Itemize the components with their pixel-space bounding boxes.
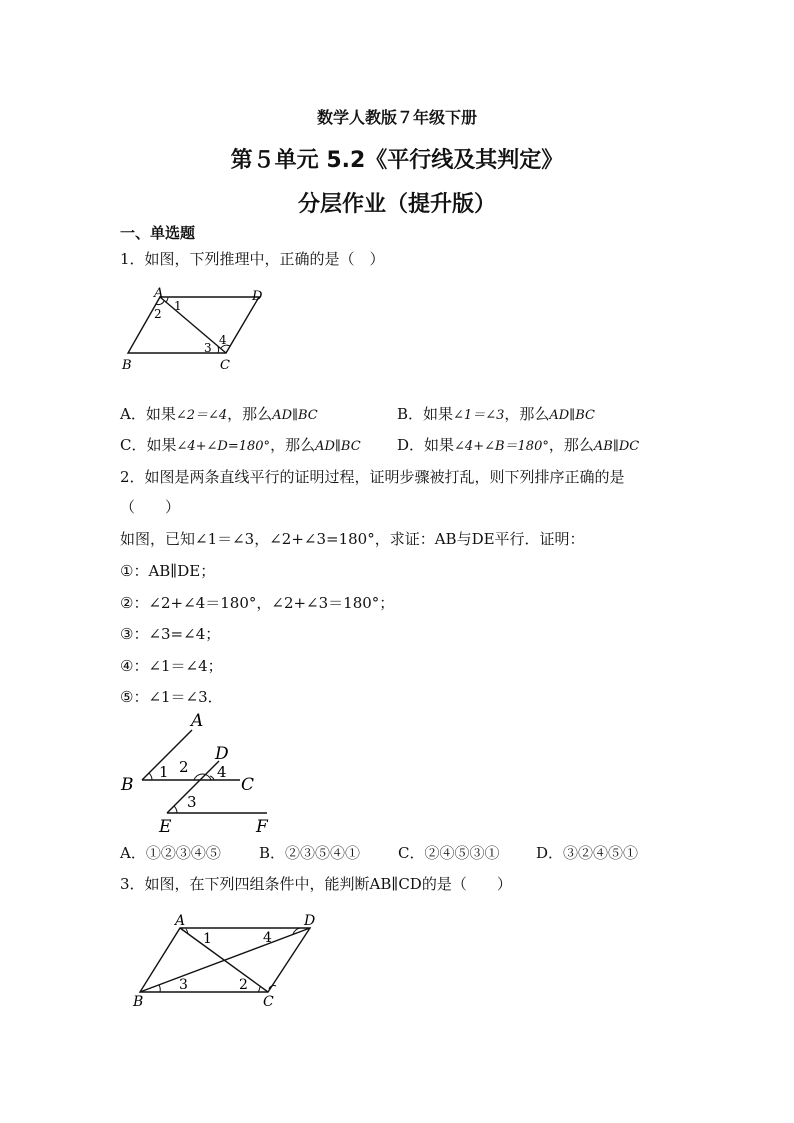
q1-angle-1: 1	[174, 299, 182, 313]
q1-option-c[interactable]: C．如果∠4+∠D=180°，那么AD∥BC	[120, 436, 361, 454]
q1-option-a[interactable]: A．如果∠2＝∠4，那么AD∥BC	[120, 405, 318, 423]
q3-angle-4: 4	[263, 930, 272, 946]
q3-angle-1: 1	[203, 931, 212, 947]
q2-label-F: F	[256, 817, 268, 836]
q3-label-B: B	[133, 994, 144, 1010]
q2-step-2: ②：∠2+∠4＝180°，∠2+∠3＝180°；	[120, 594, 395, 612]
q2-step-3: ③：∠3=∠4；	[120, 625, 221, 643]
q2-option-b[interactable]: B．②③⑤④①	[259, 844, 361, 862]
q1-angle-4: 4	[219, 333, 227, 347]
q2-given: 如图，已知∠1＝∠3，∠2+∠3=180°，求证：AB与DE平行．证明：	[120, 530, 585, 548]
q3-figure	[130, 908, 330, 1013]
q2-label-B: B	[121, 775, 134, 795]
q1-label-A: A	[154, 286, 164, 301]
q2-option-a[interactable]: A．①②③④⑤	[120, 844, 221, 862]
q1-option-d[interactable]: D．如果∠4+∠B＝180°，那么AB∥DC	[397, 436, 640, 454]
q1-label-B: B	[122, 358, 132, 373]
q2-label-C: C	[241, 775, 255, 795]
q1-angle-2: 2	[154, 307, 162, 321]
q2-angle-2: 2	[179, 758, 189, 776]
q3-angle-2: 2	[239, 977, 248, 993]
q3-label-D: D	[304, 913, 316, 929]
q3-label-C: C	[263, 994, 274, 1010]
q2-step-5: ⑤：∠1＝∠3．	[120, 688, 223, 706]
q2-label-A: A	[191, 711, 204, 731]
q2-label-E: E	[159, 817, 172, 836]
section-heading: 一、单选题	[120, 224, 196, 242]
q2-step-1: ①：AB∥DE；	[120, 562, 216, 580]
q2-angle-1: 1	[159, 763, 169, 781]
q1-figure	[118, 285, 278, 375]
document-title-line1: 数学人教版７年级下册	[316, 108, 477, 127]
q2-option-d[interactable]: D．③②④⑤①	[536, 844, 639, 862]
q2-angle-4: 4	[217, 763, 227, 781]
q2-stem-line1: 2．如图是两条直线平行的证明过程，证明步骤被打乱，则下列排序正确的是	[120, 468, 625, 486]
document-title-line2: 第５单元 5.2《平行线及其判定》	[230, 148, 564, 173]
q3-angle-3: 3	[179, 977, 188, 993]
q2-label-D: D	[215, 744, 229, 764]
q3-stem: 3．如图，在下列四组条件中，能判断AB∥CD的是（ ）	[120, 875, 512, 893]
q1-stem: 1．如图，下列推理中，正确的是（ ）	[120, 250, 385, 268]
q2-step-4: ④：∠1＝∠4；	[120, 657, 223, 675]
q2-angle-3: 3	[187, 793, 197, 811]
document-title-line3: 分层作业（提升版）	[297, 192, 496, 217]
q1-label-C: C	[220, 358, 230, 373]
q2-stem-line2: （ ）	[120, 498, 181, 516]
q1-label-D: D	[252, 289, 263, 304]
q1-angle-3: 3	[204, 341, 212, 355]
q2-option-c[interactable]: C．②④⑤③①	[398, 844, 500, 862]
q1-option-b[interactable]: B．如果∠1＝∠3，那么AD∥BC	[397, 405, 595, 423]
q3-label-A: A	[175, 913, 186, 929]
q2-figure	[115, 708, 280, 836]
